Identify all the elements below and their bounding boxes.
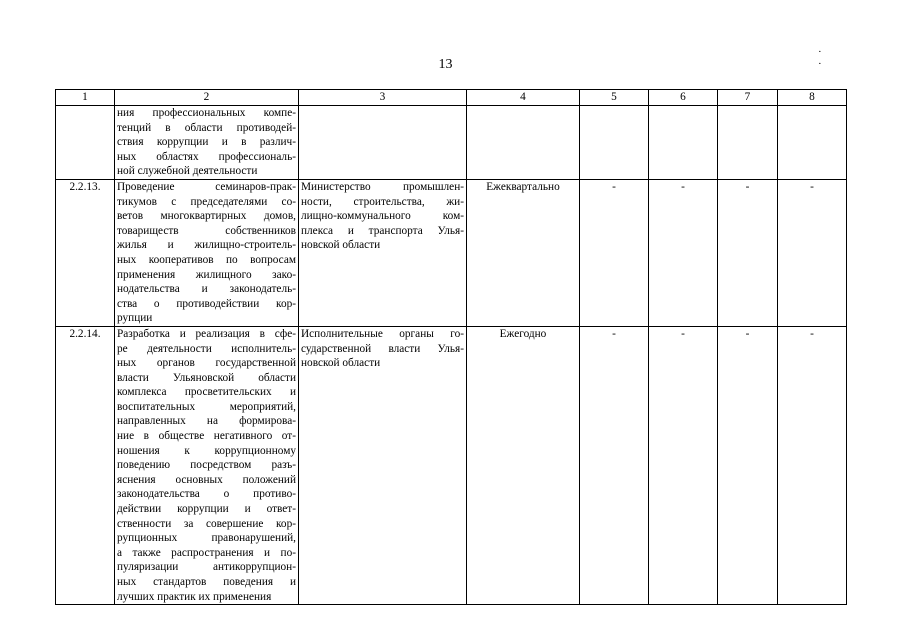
header-row	[56, 90, 847, 106]
description-line: нодательства и законодатель-	[117, 283, 296, 296]
column-header-8: 8	[778, 90, 847, 106]
description-line: ветов многоквартирных домов,	[117, 210, 296, 223]
item-number: 2.2.14.	[56, 326, 115, 604]
description-line: яснения основных положений	[117, 473, 296, 486]
description-line: ственности за совершение кор-	[117, 517, 296, 530]
description-line: Разработка и реализация в сфе-	[117, 327, 296, 340]
description-line: воспитательных мероприятий,	[117, 400, 296, 413]
description-line: лучших практик их применения	[117, 590, 272, 603]
description-line: Проведение семинаров-прак-	[117, 180, 296, 193]
item-c8: -	[778, 326, 847, 604]
description-line: комплекса просветительских и	[117, 386, 296, 399]
description-line: ношения к коррупционному	[117, 444, 296, 457]
description-line: ных областях профессиональ-	[117, 150, 296, 163]
description-line: власти Ульяновской области	[117, 371, 296, 384]
executor-line: лищно-коммунального ком-	[301, 210, 464, 223]
description-line: применения жилищного зако-	[117, 268, 296, 281]
item-executor	[299, 179, 467, 326]
item-period: Ежегодно	[467, 326, 580, 604]
item-c7	[718, 106, 778, 180]
column-header-4: 4	[467, 90, 580, 106]
executor-line: новской области	[301, 357, 381, 370]
item-c6: -	[649, 326, 718, 604]
description-line: ных кооперативов по вопросам	[117, 253, 296, 266]
description-line: ства о противодействии кор-	[117, 297, 296, 310]
description-line: ние в обществе негативного от-	[117, 430, 296, 443]
column-header-3: 3	[299, 90, 467, 106]
executor-line: плекса и транспорта Улья-	[301, 224, 464, 237]
description-line: тенций в области противодей-	[117, 121, 296, 134]
description-line: тикумов с председателями со-	[117, 195, 296, 208]
description-line: ных органов государственной	[117, 357, 296, 370]
item-period	[467, 106, 580, 180]
column-header-6: 6	[649, 90, 718, 106]
executor-line: сударственной власти Улья-	[301, 342, 464, 355]
item-c8: -	[778, 179, 847, 326]
description-line: ния профессиональных компе-	[117, 107, 296, 119]
description-line: ре деятельности исполнитель-	[117, 342, 296, 355]
description-line: направленных на формирова-	[117, 415, 296, 428]
table-row	[56, 179, 847, 326]
description-line: рупционных правонарушений,	[117, 532, 296, 545]
item-number: 2.2.13.	[56, 179, 115, 326]
executor-line: ности, строительства, жи-	[301, 195, 464, 208]
item-description	[115, 106, 299, 180]
description-line: товариществ собственников	[117, 224, 296, 237]
column-header-1: 1	[56, 90, 115, 106]
item-description	[115, 179, 299, 326]
description-line: ных стандартов поведения и	[117, 576, 296, 588]
corner-marks: · ·	[818, 46, 852, 70]
table-body	[56, 106, 847, 605]
item-description	[115, 326, 299, 604]
item-c6	[649, 106, 718, 180]
item-period: Ежеквартально	[467, 179, 580, 326]
description-line: ной служебной деятельности	[117, 165, 258, 178]
executor-line: Министерство промышлен-	[301, 180, 464, 193]
item-c7: -	[718, 179, 778, 326]
column-header-5: 5	[580, 90, 649, 106]
item-c6: -	[649, 179, 718, 326]
table-row	[56, 326, 847, 604]
executor-line: Исполнительные органы го-	[301, 327, 464, 340]
item-c5	[580, 106, 649, 180]
item-c5: -	[580, 326, 649, 604]
item-c8	[778, 106, 847, 180]
description-line: жилья и жилищно-строитель-	[117, 239, 296, 252]
description-line: пуляризации антикоррупцион-	[117, 561, 296, 574]
column-header-2: 2	[115, 90, 299, 106]
item-c5: -	[580, 179, 649, 326]
description-line: поведению посредством разъ-	[117, 459, 296, 472]
item-c7: -	[718, 326, 778, 604]
description-line: действии коррупции и ответ-	[117, 503, 296, 516]
item-executor	[299, 326, 467, 604]
column-header-7: 7	[718, 90, 778, 106]
page-number: 13	[438, 57, 453, 72]
description-line: ствия коррупции и в различ-	[117, 136, 296, 149]
executor-line: новской области	[301, 239, 381, 252]
description-line: рупции	[117, 312, 153, 325]
description-line: законодательства о противо-	[117, 488, 296, 501]
item-number	[56, 106, 115, 180]
item-executor	[299, 106, 467, 180]
plan-table	[55, 89, 847, 605]
description-line: а также распространения и по-	[117, 546, 296, 559]
table-row	[56, 106, 847, 180]
